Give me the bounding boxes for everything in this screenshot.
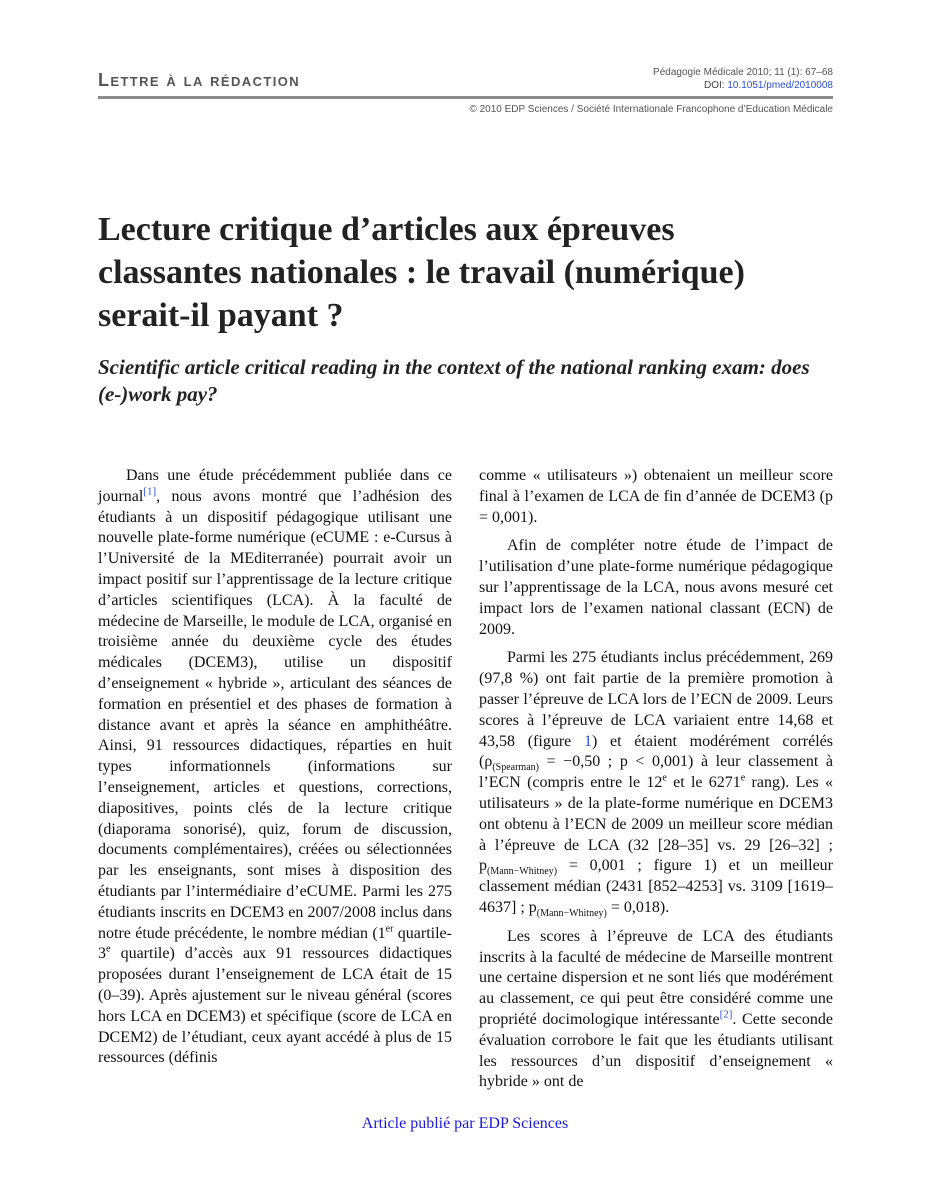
reference-link[interactable]: [1] — [143, 485, 157, 498]
copyright-line: © 2010 EDP Sciences / Société Internationale Francophone d’Education Médicale — [469, 104, 833, 115]
body-column-left — [98, 466, 452, 1077]
paragraph: Parmi les 275 étudiants inclus précédemment, 269 (97,8 %) ont fait partie de la première promotion à passer l’épreuve de LCA lors de l’ECN de 2009. Leurs scores à l’épreuve de LCA variaient entre 14,68 et 43,58 (figure 1) et étaient modérément corrélés ($\rho_{(Spearman)} = -0,50$ ; p < 0,001) à leur classement à l’ECN (compris entre le 12e et le 6271e rang). Les « utilisateurs » de la plate-forme numérique en DCEM3 ont obtenu à l’ECN de 2009 un meilleur score médian à l’épreuve de LCA (32 [28–35] vs. 29 [26–32] ; $p_{(Mann-Whitney)} = 0,001$ ; figure 1) et un meilleur classement médian (2431 [852–4253] vs. 3109 [1619–4637] ; $p_{(Mann-Whitney)} = 0,018$). — [479, 649, 833, 920]
article-title: Lecture critique d’articles aux épreuves classantes nationales : le travail (numérique) serait-il payant ? — [98, 211, 745, 334]
journal-citation — [653, 66, 833, 92]
body-column-right — [479, 466, 833, 1101]
footer-publisher-link[interactable]: Article publié par EDP Sciences — [361, 1115, 569, 1132]
section-label: Lettre à la rédaction — [98, 70, 301, 90]
doi-prefix: DOI: — [704, 80, 728, 91]
reference-link[interactable]: [2] — [719, 1008, 733, 1021]
journal-line: Pédagogie Médicale 2010; 11 (1): 67–68 — [653, 67, 833, 78]
paragraph: comme « utilisateurs ») obtenaient un meilleur score final à l’examen de LCA de fin d’année de DCEM3 (p = 0,001). — [479, 467, 833, 526]
article-subtitle: Scientific article critical reading in the context of the national ranking exam: does (e-)work pay? — [98, 355, 810, 406]
doi-line — [653, 79, 833, 92]
paragraph: Les scores à l’épreuve de LCA des étudiants inscrits à la faculté de médecine de Marseille montrent une certaine dispersion et ne sont liés que modérément au classement, ce qui peut être considéré comme une propriété docimologique intéressante[2]. Cette seconde évaluation corrobore le fait que les étudiants utilisant les ressources d’un dispositif d’enseignement « hybride » ont de — [479, 927, 833, 1091]
doi-link[interactable]: 10.1051/pmed/2010008 — [727, 80, 833, 91]
paragraph: Dans une étude précédemment publiée dans ce journal[1], nous avons montré que l’adhésion des étudiants à un dispositif pédagogique utilisant une nouvelle plate-forme numérique (eCUME : e-Cursus à l’Université de la MEditerranée) pourrait avoir un impact positif sur l’apprentissage de la lecture critique d’articles scientifiques (LCA). À la faculté de médecine de Marseille, le module de LCA, organisé en troisième année du deuxième cycle des études médicales (DCEM3), utilise un dispositif d’enseignement « hybride », articulant des séances de formation en présentiel et des phases de formation à distance avant et après la séance en amphithéâtre. Ainsi, 91 ressources didactiques, réparties en huit types informationnels (informations sur l’enseignement, articles et questions, corrections, diapositives, points clés de la lecture critique (diaporama sonorisé), quiz, forum de discussion, documents complémentaires), créées ou sélectionnées par les enseignants, sont mises à disposition des étudiants par l’intermédiaire d’eCUME. Parmi les 275 étudiants inscrits en DCEM3 en 2007/2008 inclus dans notre étude précédente, le nombre médian (1er quartile-3e quartile) d’accès aux 91 ressources didactiques proposées durant l’enseignement de LCA était de 15 (0–39). Après ajustement sur le niveau général (scores hors LCA en DCEM3) et spécifique (score de LCA en DCEM2) de l’étudiant, ceux ayant accédé à plus de 15 ressources (définis — [98, 467, 452, 1067]
header-rule — [98, 96, 833, 99]
paragraph: Afin de compléter notre étude de l’impact de l’utilisation d’une plate-forme numérique pédagogique sur l’apprentissage de la LCA, nous avons mesuré cet impact lors de l’examen national classant (ECN) de 2009. — [479, 537, 833, 638]
figure-link[interactable]: 1 — [583, 732, 592, 750]
